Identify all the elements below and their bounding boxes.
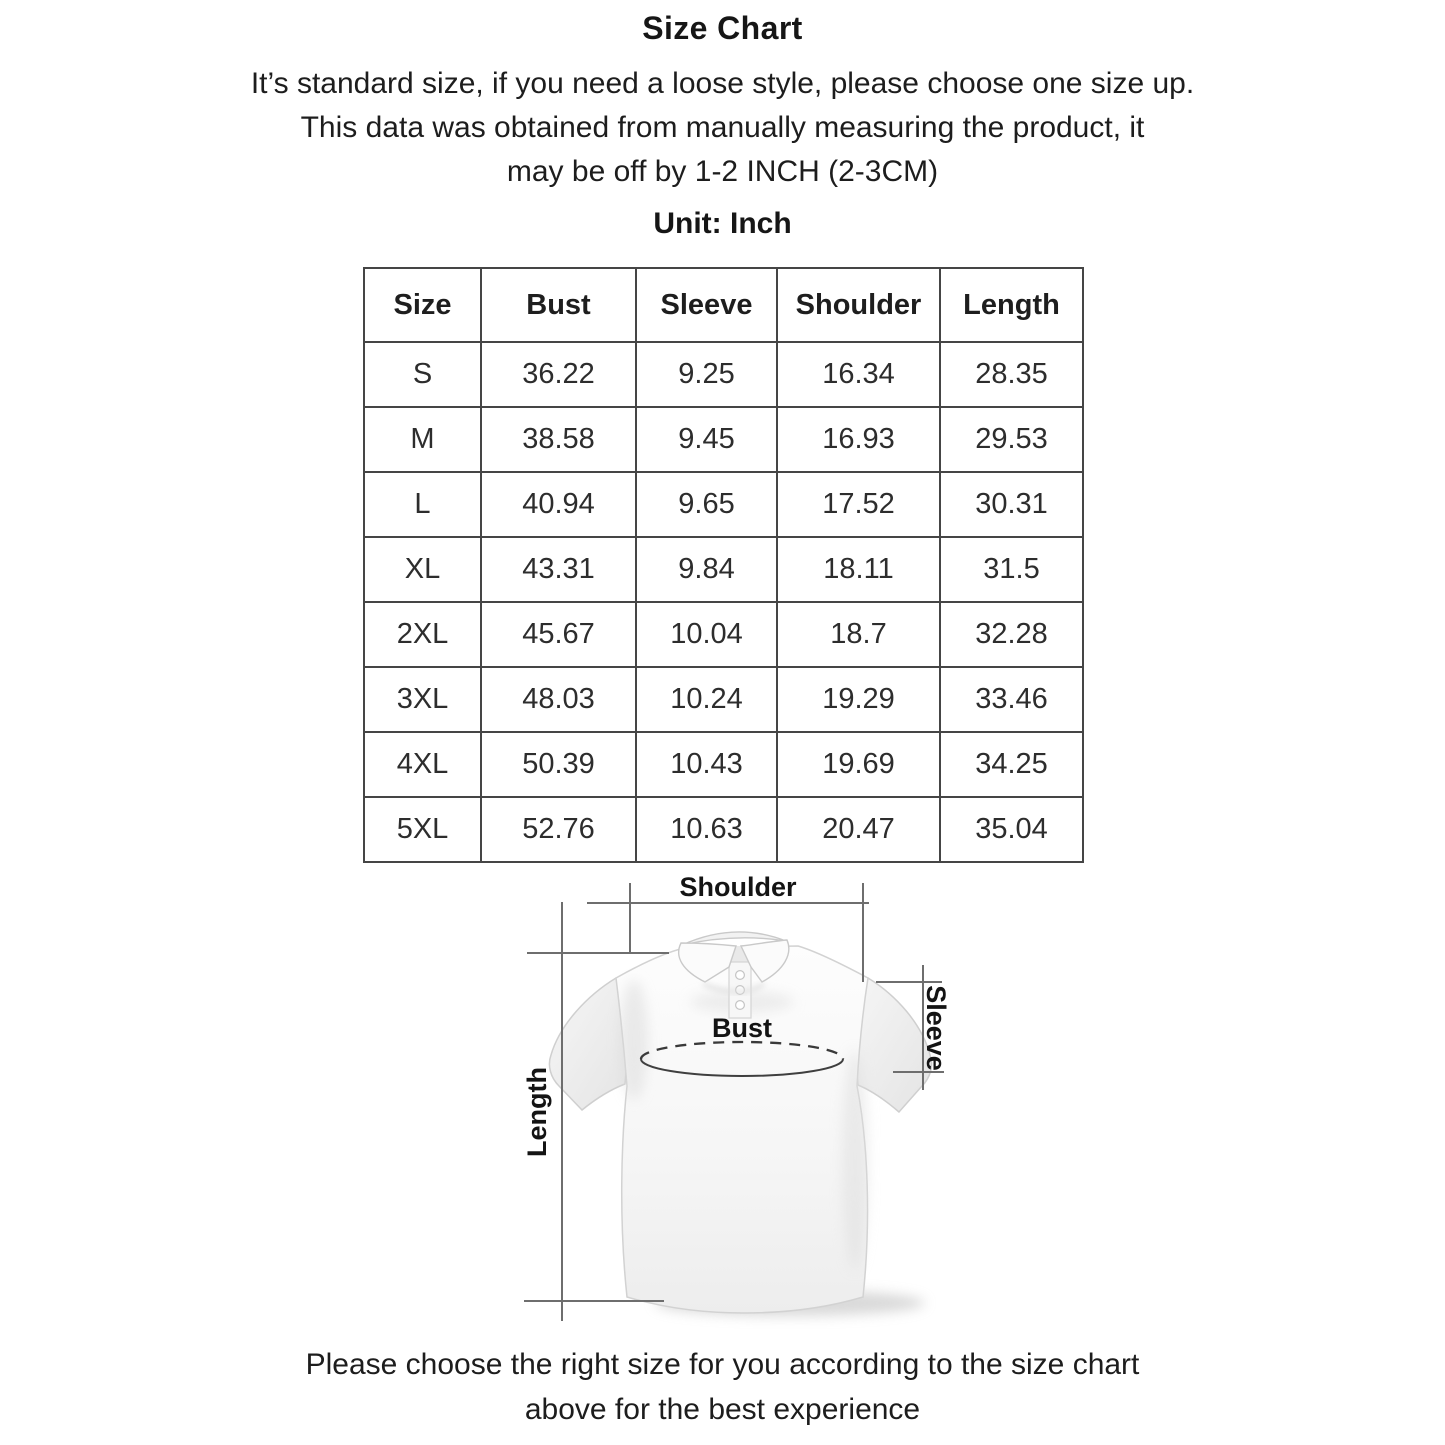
table-cell: 19.29 bbox=[777, 667, 940, 732]
placket-button bbox=[736, 1001, 745, 1010]
size-table bbox=[363, 267, 1084, 863]
table-cell: 18.7 bbox=[777, 602, 940, 667]
shoulder-label: Shoulder bbox=[679, 872, 797, 902]
intro-line: It’s standard size, if you need a loose style, please choose one size up. bbox=[250, 67, 1195, 100]
table-cell: 38.58 bbox=[481, 407, 636, 472]
sleeve-label: Sleeve bbox=[921, 985, 951, 1071]
table-cell: 45.67 bbox=[481, 602, 636, 667]
intro-line: may be off by 1-2 INCH (2-3CM) bbox=[506, 155, 939, 188]
bust-label: Bust bbox=[712, 1013, 772, 1043]
column-header-shoulder: Shoulder bbox=[777, 268, 940, 342]
table-cell: 20.47 bbox=[777, 797, 940, 862]
column-header-length: Length bbox=[940, 268, 1083, 342]
table-cell: M bbox=[364, 407, 481, 472]
table-cell: 10.04 bbox=[636, 602, 777, 667]
table-cell: 40.94 bbox=[481, 472, 636, 537]
table-cell: 9.84 bbox=[636, 537, 777, 602]
table-cell: 17.52 bbox=[777, 472, 940, 537]
size-table-header bbox=[364, 268, 1083, 342]
table-cell: 9.65 bbox=[636, 472, 777, 537]
header-row bbox=[364, 268, 1083, 342]
table-cell: 19.69 bbox=[777, 732, 940, 797]
length-label: Length bbox=[522, 1067, 552, 1157]
table-cell: 3XL bbox=[364, 667, 481, 732]
table-cell: 16.34 bbox=[777, 342, 940, 407]
table-row bbox=[364, 472, 1083, 537]
footer-line: above for the best experience bbox=[524, 1393, 921, 1426]
table-row bbox=[364, 732, 1083, 797]
table-cell: 18.11 bbox=[777, 537, 940, 602]
table-cell: 50.39 bbox=[481, 732, 636, 797]
table-row bbox=[364, 407, 1083, 472]
table-cell: 52.76 bbox=[481, 797, 636, 862]
table-cell: 33.46 bbox=[940, 667, 1083, 732]
right-side-shade bbox=[842, 1050, 868, 1270]
intro-text bbox=[0, 62, 1445, 194]
table-cell: 48.03 bbox=[481, 667, 636, 732]
table-cell: 4XL bbox=[364, 732, 481, 797]
placket-button bbox=[736, 971, 745, 980]
table-cell: 29.53 bbox=[940, 407, 1083, 472]
column-header-size: Size bbox=[364, 268, 481, 342]
table-cell: 10.63 bbox=[636, 797, 777, 862]
table-row bbox=[364, 797, 1083, 862]
table-cell: S bbox=[364, 342, 481, 407]
table-cell: 30.31 bbox=[940, 472, 1083, 537]
table-cell: 9.25 bbox=[636, 342, 777, 407]
table-row bbox=[364, 537, 1083, 602]
page-title: Size Chart bbox=[642, 10, 803, 46]
table-cell: 2XL bbox=[364, 602, 481, 667]
column-header-sleeve: Sleeve bbox=[636, 268, 777, 342]
left-armhole-shade bbox=[620, 980, 648, 1100]
table-cell: 10.43 bbox=[636, 732, 777, 797]
table-row bbox=[364, 667, 1083, 732]
unit-label: Unit: Inch bbox=[653, 207, 792, 240]
table-cell: 16.93 bbox=[777, 407, 940, 472]
table-cell: 32.28 bbox=[940, 602, 1083, 667]
measurement-diagram bbox=[505, 870, 965, 1330]
table-row bbox=[364, 342, 1083, 407]
table-cell: XL bbox=[364, 537, 481, 602]
size-table-body bbox=[364, 342, 1083, 862]
polo-shirt-illustration bbox=[549, 932, 931, 1313]
footer-text bbox=[0, 1342, 1445, 1432]
table-cell: 5XL bbox=[364, 797, 481, 862]
table-cell: 35.04 bbox=[940, 797, 1083, 862]
footer-line: Please choose the right size for you according to the size chart bbox=[305, 1348, 1140, 1381]
table-cell: 43.31 bbox=[481, 537, 636, 602]
table-cell: L bbox=[364, 472, 481, 537]
table-cell: 36.22 bbox=[481, 342, 636, 407]
table-cell: 9.45 bbox=[636, 407, 777, 472]
column-header-bust: Bust bbox=[481, 268, 636, 342]
table-row bbox=[364, 602, 1083, 667]
table-cell: 28.35 bbox=[940, 342, 1083, 407]
table-cell: 31.5 bbox=[940, 537, 1083, 602]
table-cell: 10.24 bbox=[636, 667, 777, 732]
intro-line: This data was obtained from manually measuring the product, it bbox=[300, 111, 1145, 144]
table-cell: 34.25 bbox=[940, 732, 1083, 797]
